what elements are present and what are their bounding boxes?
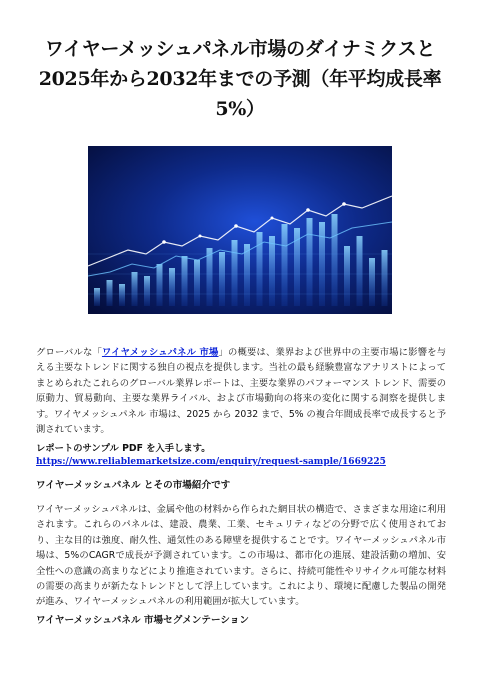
intro-paragraph <box>36 345 446 437</box>
page-title: ワイヤーメッシュパネル市場のダイナミクスと2025年から2032年までの予測（年平均成長率5%） <box>38 38 442 120</box>
decorative-bar <box>232 240 238 306</box>
decorative-bar <box>269 236 275 306</box>
financial-chart-illustration <box>88 146 392 314</box>
sample-pdf-link[interactable]: https://www.reliablemarketsize.com/enquiry/request-sample/1669225 <box>36 457 386 467</box>
decorative-bar <box>94 288 100 306</box>
sample-request <box>36 442 446 469</box>
decorative-bar <box>244 244 250 306</box>
decorative-bar <box>219 252 225 306</box>
decorative-bar <box>207 248 213 306</box>
section-heading-intro: ワイヤーメッシュパネル とその市場紹介です <box>36 480 231 491</box>
decorative-bar <box>332 214 338 306</box>
section-heading-segmentation: ワイヤーメッシュパネル 市場セグメンテーション <box>36 615 249 626</box>
market-report-link[interactable]: ワイヤメッシュパネル 市場 <box>101 347 219 358</box>
decorative-bar <box>144 276 150 306</box>
decorative-bar <box>307 218 313 306</box>
decorative-bar <box>282 224 288 306</box>
intro-text-start: グローバルな「 <box>36 347 102 358</box>
sample-label: レポートのサンプル PDF を入手します。 <box>36 443 211 454</box>
intro-text-rest: 」の概要は、業界および世界中の主要市場に影響を与える主要なトレンドに関する独自の視点を提供します。当社の最も経験豊富なアナリストによってまとめられたこれらのグローバル業界レポートは、主要な業界のパフォーマンス トレンド、需要の原動力、貿易動向、主要な業界ライバル、および市場動向の将来の変化に関する洞察を提供します。ワイヤメッシュパネル 市場は、2025 から 2032 まで、5% の複合年間成長率で成長すると予測されています。 <box>36 347 446 436</box>
decorative-bar <box>132 272 138 306</box>
decorative-bar <box>169 268 175 306</box>
decorative-bar <box>119 284 125 306</box>
decorative-bar <box>357 236 363 306</box>
decorative-bar <box>344 246 350 306</box>
decorative-bar <box>369 258 375 306</box>
decorative-bar <box>194 260 200 306</box>
section-intro-body: ワイヤーメッシュパネルは、金属や他の材料から作られた網目状の構造で、さまざまな用途に利用されます。これらのパネルは、建設、農業、工業、セキュリティなどの分野で広く使用されており、主な目的は強度、耐久性、通気性のある障壁を提供することです。ワイヤーメッシュパネル市場は、5%のCAGRで成長が予測されています。この市場は、都市化の進展、建設活動の増加、安全性への意識の高まりなどにより推進されています。さらに、持続可能性やリサイクル可能な材料の需要の高まりが新たなトレンドとして浮上しています。これにより、環境に配慮した製品の開発が進み、ワイヤーメッシュパネルの利用範囲が拡大しています。 <box>36 504 446 608</box>
decorative-bar <box>382 250 388 306</box>
decorative-bar <box>319 222 325 306</box>
decorative-bar <box>157 264 163 306</box>
decorative-bar <box>107 280 113 306</box>
decorative-bar <box>182 256 188 306</box>
hero-image <box>88 146 392 314</box>
